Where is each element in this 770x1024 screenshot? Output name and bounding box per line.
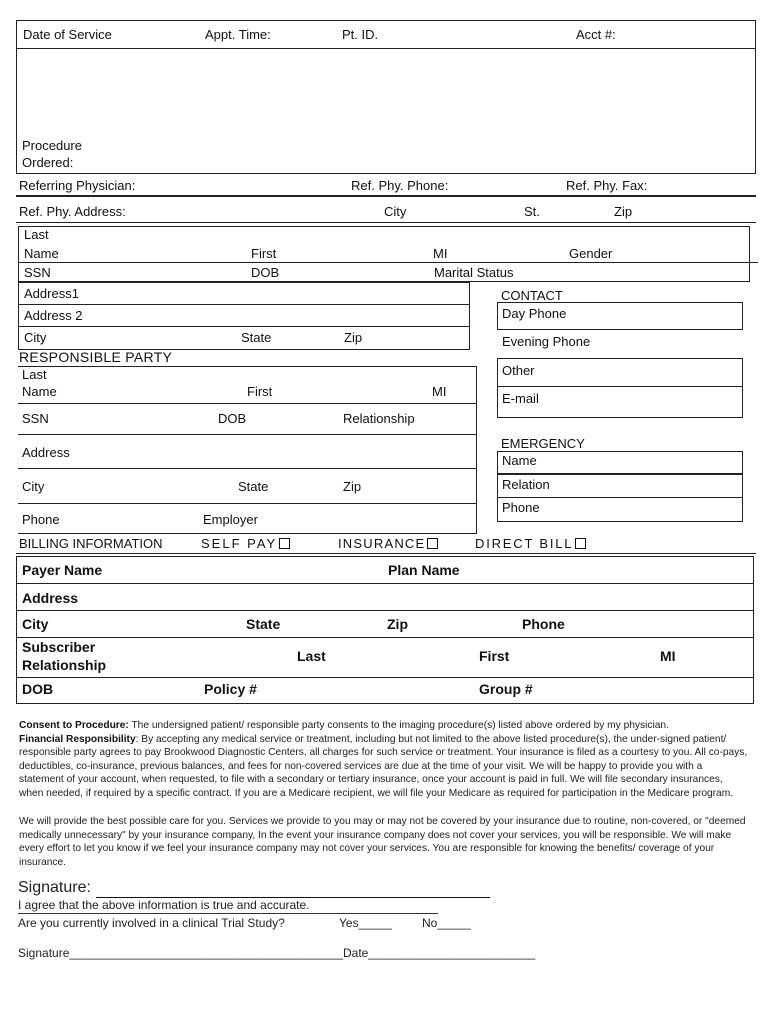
referral-bottom-line [16, 222, 756, 223]
ref-zip-label: Zip [614, 204, 633, 219]
procedure-label-2: Ordered: [22, 155, 74, 170]
ref-address-label: Ref. Phy. Address: [19, 204, 126, 219]
insurance-label: INSURANCE [338, 536, 426, 551]
patient-last-label-1: Last [24, 227, 49, 242]
service-box [16, 20, 756, 174]
rp-ssn-label: SSN [22, 411, 49, 426]
insurance-option[interactable] [338, 536, 438, 551]
patient-last-label-2: Name [24, 246, 59, 261]
ins-dob-label: DOB [22, 681, 54, 697]
acct-label: Acct #: [576, 27, 616, 42]
consent-paragraph [19, 719, 749, 801]
patient-dob-label: DOB [251, 265, 280, 280]
ins-address-label: Address [22, 590, 79, 606]
signature-date-line [18, 946, 535, 960]
emergency-phone-label: Phone [502, 500, 540, 515]
patient-gender-label: Gender [569, 246, 613, 261]
trial-yes[interactable]: Yes_____ [339, 916, 392, 930]
rp-divider-1 [18, 403, 477, 404]
emergency-name-label: Name [502, 453, 537, 468]
patient-zip-label: Zip [344, 330, 363, 345]
rp-divider-3 [18, 468, 477, 469]
date-of-service-label: Date of Service [23, 27, 112, 42]
address2-label: Address 2 [24, 308, 83, 323]
rp-divider-4 [18, 503, 477, 504]
billing-divider [16, 553, 756, 554]
ins-state-label: State [246, 616, 281, 632]
consent-label: Consent to Procedure: [19, 720, 129, 731]
ins-divider-2 [16, 610, 754, 611]
ref-fax-label: Ref. Phy. Fax: [566, 178, 648, 193]
group-label: Group # [479, 681, 533, 697]
subscriber-label-1: Subscriber [22, 639, 96, 655]
rp-mi-label: MI [432, 384, 447, 399]
trial-no[interactable]: No_____ [422, 916, 471, 930]
ins-divider-1 [16, 583, 754, 584]
insurance-box [16, 556, 754, 704]
consent-text: The undersigned patient/ responsible party consents to the imaging procedure(s) listed above ordered by my physician. [128, 720, 669, 731]
rp-relationship-label: Relationship [343, 411, 415, 426]
plan-name-label: Plan Name [388, 562, 460, 578]
patient-first-label: First [251, 246, 277, 261]
rp-employer-label: Employer [203, 512, 258, 527]
other-label: Other [502, 363, 535, 378]
rp-state-label: State [238, 479, 269, 494]
patient-address-divider-2 [18, 326, 470, 327]
patient-mi-label: MI [433, 246, 448, 261]
ins-zip-label: Zip [387, 616, 408, 632]
ins-city-label: City [22, 616, 49, 632]
ref-phone-label: Ref. Phy. Phone: [351, 178, 449, 193]
emergency-heading: EMERGENCY [501, 436, 585, 451]
bottom-signature-field[interactable]: Signature_________________________________________ [18, 946, 343, 960]
patient-state-label: State [241, 330, 272, 345]
payer-name-label: Payer Name [22, 562, 103, 578]
appt-time-label: Appt. Time: [205, 27, 271, 42]
financial-text: : By accepting any medical service or treatment, including but not limited to the above listed procedure(s), the under-signed patient/ responsible party agrees to pay Brookwood Diagnostic Centers, all charges for such service or treatment. Your insurance is filed as a courtesy to you. All co-pays, deductibles, co-insurance, previous balances, and fees for non-covered services are due at the time of your visit. We will be happy to provide you with a statement of your account, when requested, to file with a secondary or tertiary insurance, once your account is paid in full. We will file secondary insurances, when needed, if required by a specific contract. If you are a Medicare recipient, we will file your Medicare as required for participation in the Medicare program. [19, 733, 748, 799]
direct-bill-option[interactable] [475, 536, 586, 551]
subscriber-first-label: First [479, 648, 510, 664]
financial-label: Financial Responsibility [19, 733, 136, 745]
insurance-checkbox[interactable] [427, 538, 438, 549]
ref-st-label: St. [524, 204, 540, 219]
email-label: E-mail [502, 391, 539, 406]
self-pay-label: SELF PAY [201, 536, 278, 551]
patient-marital-label: Marital Status [434, 265, 514, 280]
ins-divider-3 [16, 637, 754, 638]
coverage-paragraph: We will provide the best possible care for you. Services we provide to you may or may not be covered by your insurance due to routine, non-covered, or "deemed medically unnecessary" by your insurance company, In the event your insurance company does not cover your services, you will be responsible. We will make every effort to let you know if we feel your insurance company may not cover your services. You are responsible for knowing the benefits/ coverage of your insurance. [19, 816, 746, 868]
patient-address-divider-1 [18, 304, 470, 305]
patient-ssn-label: SSN [24, 265, 51, 280]
direct-bill-label: DIRECT BILL [475, 536, 574, 551]
pt-id-label: Pt. ID. [342, 27, 379, 42]
subscriber-label-2: Relationship [22, 657, 107, 673]
billing-heading: BILLING INFORMATION [19, 536, 163, 551]
subscriber-last-label: Last [297, 648, 326, 664]
evening-phone-label: Evening Phone [502, 334, 591, 349]
rp-first-label: First [247, 384, 273, 399]
referral-divider [16, 195, 756, 197]
policy-label: Policy # [204, 681, 257, 697]
rp-dob-label: DOB [218, 411, 247, 426]
patient-name-box [18, 226, 750, 282]
contact-heading: CONTACT [501, 288, 563, 303]
subscriber-mi-label: MI [660, 648, 676, 664]
self-pay-option[interactable] [201, 536, 290, 551]
rp-last-label-1: Last [22, 367, 47, 382]
direct-bill-checkbox[interactable] [575, 538, 586, 549]
agree-underline [18, 913, 438, 914]
referring-physician-label: Referring Physician: [19, 178, 136, 193]
ins-phone-label: Phone [522, 616, 565, 632]
day-phone-label: Day Phone [502, 306, 567, 321]
agree-statement: I agree that the above information is true and accurate. [18, 898, 310, 912]
trial-question: Are you currently involved in a clinical Trial Study? [18, 916, 285, 930]
ins-divider-4 [16, 677, 754, 678]
rp-phone-label: Phone [22, 512, 60, 527]
rp-address-label: Address [22, 445, 70, 460]
rp-zip-label: Zip [343, 479, 362, 494]
emergency-relation-label: Relation [502, 477, 550, 492]
self-pay-checkbox[interactable] [279, 538, 290, 549]
rp-city-label: City [22, 479, 45, 494]
ref-city-label: City [384, 204, 407, 219]
service-header-divider [16, 48, 756, 49]
patient-city-label: City [24, 330, 47, 345]
date-field[interactable]: Date_________________________ [343, 946, 536, 960]
address1-label: Address1 [24, 286, 79, 301]
rp-last-label-2: Name [22, 384, 57, 399]
procedure-label-1: Procedure [22, 138, 82, 153]
rp-divider-2 [18, 434, 477, 435]
patient-name-divider [18, 262, 758, 263]
responsible-party-heading: RESPONSIBLE PARTY [19, 349, 173, 365]
contact-divider [497, 386, 743, 387]
emergency-divider [497, 497, 743, 498]
signature-label: Signature: [18, 879, 91, 896]
